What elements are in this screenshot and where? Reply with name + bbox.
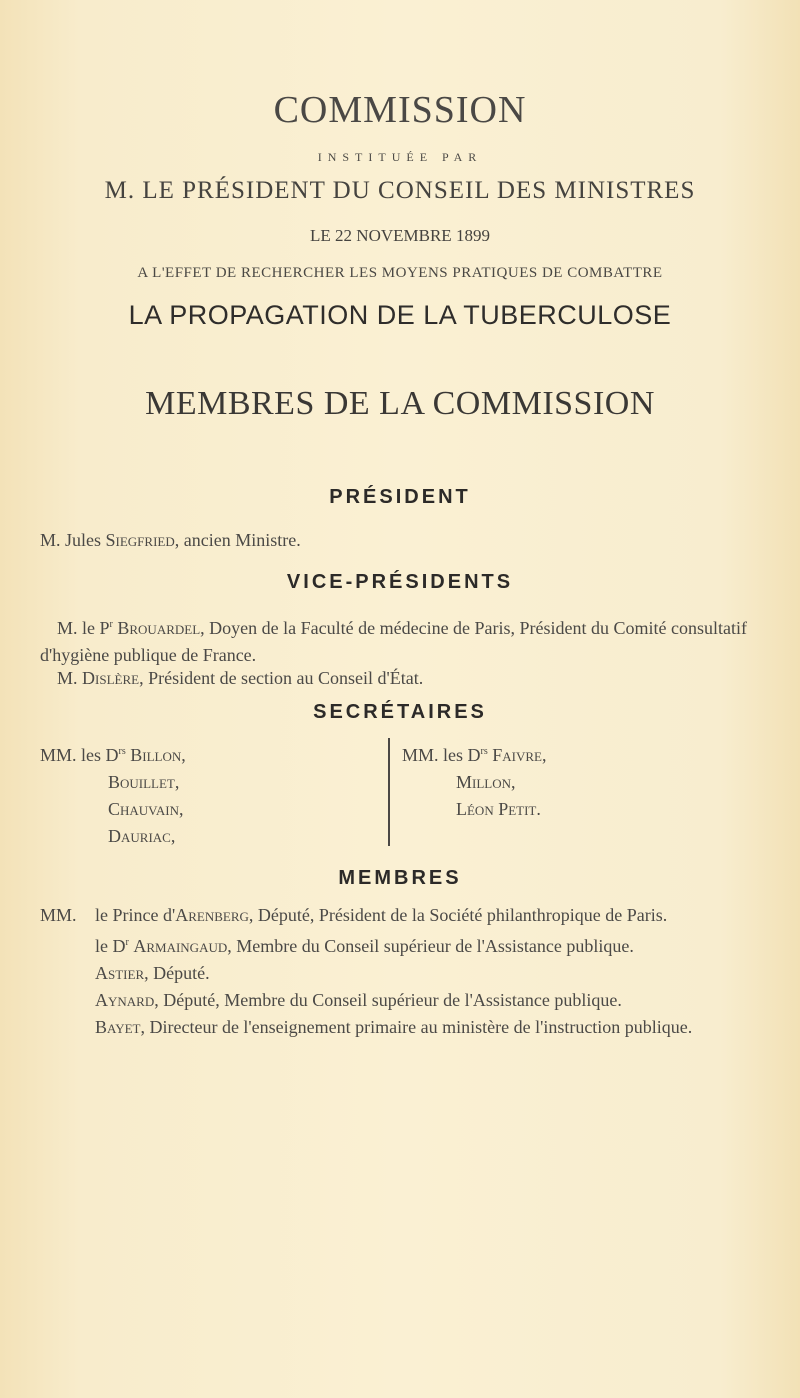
members-mm-label: MM. (40, 905, 77, 925)
secretary-name: Bouillet, (108, 772, 180, 792)
member-rest: , Député, Membre du Conseil supérieur de l'Assistance publique. (154, 990, 622, 1010)
member-rest: , Membre du Conseil supérieur de l'Assistance publique. (227, 936, 634, 956)
member-sup: r (125, 937, 129, 948)
member-rest: , Directeur de l'enseignement primaire au ministère de l'instruction publique. (140, 1017, 693, 1037)
date-line: LE 22 NOVEMBRE 1899 (310, 226, 490, 245)
member-name: Bayet (95, 1017, 141, 1037)
secretaries-right-sup: rs (480, 746, 488, 757)
subject-title: LA PROPAGATION DE LA TUBERCULOSE (128, 300, 672, 330)
member-name: Armaingaud (133, 936, 228, 956)
member-name: Arenberg (175, 905, 249, 925)
list-item (40, 1014, 768, 1041)
secretary-name: Millon, (456, 772, 516, 792)
vp1-name: Brouardel (117, 618, 201, 638)
instituted-by: INSTITUÉE PAR (317, 150, 483, 164)
member-prefix: le D (95, 936, 126, 956)
member-rest: , Député, Président de la Société philanthropique de Paris. (248, 905, 668, 925)
by-whom: M. LE PRÉSIDENT DU CONSEIL DES MINISTRES (104, 177, 696, 204)
secretaries-left-prefix-line (40, 738, 370, 769)
secretaries-left-column (40, 738, 370, 850)
members-list (40, 902, 768, 1041)
president-prefix: M. Jules (40, 530, 106, 550)
member-name: Aynard (95, 990, 155, 1010)
list-item (40, 902, 768, 929)
vice-president-entry-1 (40, 611, 770, 669)
president-heading: PRÉSIDENT (329, 486, 471, 508)
president-name: Siegfried (105, 530, 175, 550)
list-item (40, 929, 768, 960)
vp2-rest: , Président de section au Conseil d'État. (139, 668, 424, 688)
member-prefix: le Prince d' (95, 905, 176, 925)
commission-title: COMMISSION (273, 89, 527, 131)
vice-president-entry-2 (57, 665, 787, 692)
vp1-sup: r (109, 619, 113, 630)
secretary-name: Chauvain, (108, 799, 184, 819)
vp2-prefix: M. (57, 668, 83, 688)
member-rest: , Député. (144, 963, 210, 983)
members-title: MEMBRES DE LA COMMISSION (145, 385, 655, 422)
secretary-name: Léon Petit. (456, 799, 541, 819)
list-item (40, 987, 768, 1014)
secretaries-left-prefix: MM. les D (40, 745, 119, 765)
secretaries-right-prefix: MM. les D (402, 745, 481, 765)
list-item (40, 960, 768, 987)
secretary-name: Dauriac, (108, 826, 176, 846)
purpose-line: A L'EFFET DE RECHERCHER LES MOYENS PRATIQUES DE COMBATTRE (137, 265, 663, 281)
vp1-prefix: M. le P (57, 618, 110, 638)
vp1-rest: , Doyen de la Faculté de médecine de Paris, Président du Comité consultatif d'hygiène publique de France. (40, 618, 748, 665)
secretaries-right-prefix-line (402, 738, 782, 769)
secretary-name: Faivre, (492, 745, 547, 765)
secretaries-heading: SECRÉTAIRES (313, 701, 487, 723)
president-entry (40, 527, 770, 554)
secretaries-right-column (388, 738, 782, 846)
secretaries-left-sup: rs (118, 746, 126, 757)
vp2-name: Dislère (82, 668, 140, 688)
secretary-name: Billon, (130, 745, 186, 765)
members-heading: MEMBRES (338, 867, 462, 889)
member-name: Astier (95, 963, 145, 983)
president-rest: , ancien Ministre. (174, 530, 301, 550)
vice-presidents-heading: VICE-PRÉSIDENTS (286, 571, 514, 593)
